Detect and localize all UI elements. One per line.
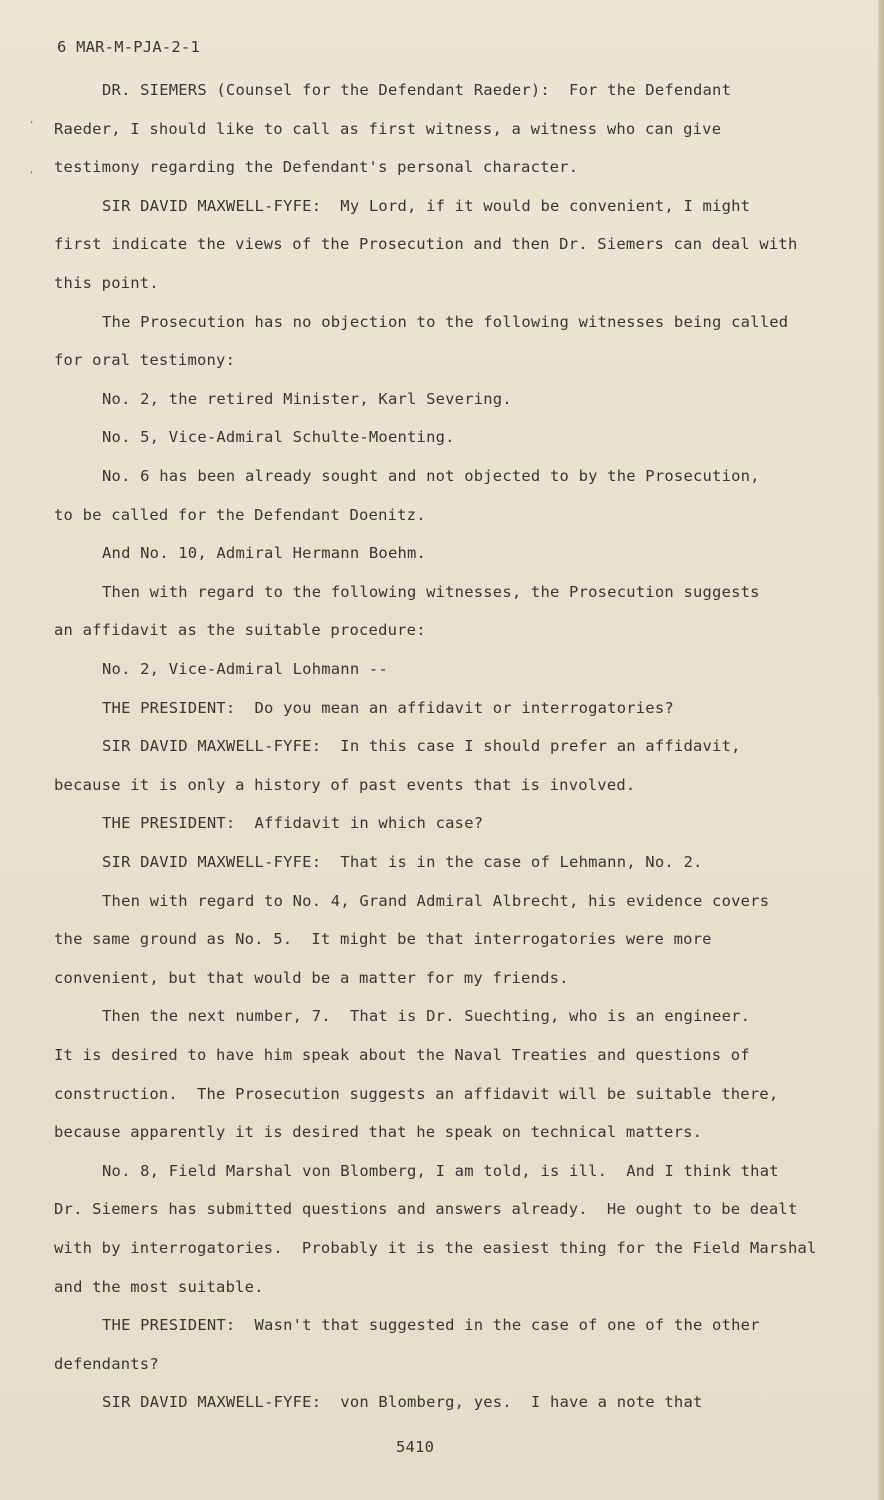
transcript-line: The Prosecution has no objection to the following witnesses being called [102, 313, 789, 331]
transcript-line: It is desired to have him speak about the Naval Treaties and questions of [54, 1046, 750, 1064]
transcript-line: THE PRESIDENT: Wasn't that suggested in the case of one of the other [102, 1316, 760, 1334]
transcript-line: No. 2, Vice-Admiral Lohmann -- [102, 660, 388, 678]
transcript-line: and the most suitable. [54, 1278, 264, 1296]
page-number: 5410 [396, 1438, 435, 1456]
transcript-line: testimony regarding the Defendant's personal character. [54, 158, 579, 176]
transcript-line: construction. The Prosecution suggests an affidavit will be suitable there, [54, 1085, 779, 1103]
transcript-line: SIR DAVID MAXWELL-FYFE: von Blomberg, yes. I have a note that [102, 1393, 703, 1411]
transcript-line: No. 6 has been already sought and not objected to by the Prosecution, [102, 467, 760, 485]
page-edge [878, 0, 884, 1500]
transcript-line: Dr. Siemers has submitted questions and answers already. He ought to be dealt [54, 1200, 798, 1218]
transcript-line: because it is only a history of past events that is involved. [54, 776, 636, 794]
transcript-line: defendants? [54, 1355, 159, 1373]
transcript-line: No. 2, the retired Minister, Karl Severing. [102, 390, 512, 408]
transcript-line: convenient, but that would be a matter for my friends. [54, 969, 569, 987]
transcript-line: SIR DAVID MAXWELL-FYFE: In this case I should prefer an affidavit, [102, 737, 741, 755]
transcript-line: THE PRESIDENT: Affidavit in which case? [102, 814, 484, 832]
transcript-line: this point. [54, 274, 159, 292]
transcript-line: Then with regard to the following witnesses, the Prosecution suggests [102, 583, 760, 601]
transcript-line: THE PRESIDENT: Do you mean an affidavit or interrogatories? [102, 699, 674, 717]
transcript-line: the same ground as No. 5. It might be that interrogatories were more [54, 930, 712, 948]
transcript-line: an affidavit as the suitable procedure: [54, 621, 426, 639]
transcript-line: first indicate the views of the Prosecution and then Dr. Siemers can deal with [54, 235, 798, 253]
transcript-line: DR. SIEMERS (Counsel for the Defendant Raeder): For the Defendant [102, 81, 732, 99]
transcript-line: Then with regard to No. 4, Grand Admiral Albrecht, his evidence covers [102, 892, 770, 910]
transcript-line: No. 8, Field Marshal von Blomberg, I am told, is ill. And I think that [102, 1162, 779, 1180]
paper-speck: ‘ [30, 170, 34, 181]
transcript-line: for oral testimony: [54, 351, 236, 369]
document-header: 6 MAR-M-PJA-2-1 [57, 38, 200, 56]
transcript-line: with by interrogatories. Probably it is the easiest thing for the Field Marshal [54, 1239, 817, 1257]
transcript-line: Then the next number, 7. That is Dr. Suechting, who is an engineer. [102, 1007, 751, 1025]
transcript-line: because apparently it is desired that he speak on technical matters. [54, 1123, 703, 1141]
transcript-line: SIR DAVID MAXWELL-FYFE: My Lord, if it would be convenient, I might [102, 197, 751, 215]
paper-speck: ’ [30, 120, 34, 131]
transcript-line: Raeder, I should like to call as first witness, a witness who can give [54, 120, 722, 138]
transcript-line: to be called for the Defendant Doenitz. [54, 506, 426, 524]
transcript-line: SIR DAVID MAXWELL-FYFE: That is in the case of Lehmann, No. 2. [102, 853, 703, 871]
transcript-line: And No. 10, Admiral Hermann Boehm. [102, 544, 427, 562]
transcript-line: No. 5, Vice-Admiral Schulte-Moenting. [102, 428, 455, 446]
